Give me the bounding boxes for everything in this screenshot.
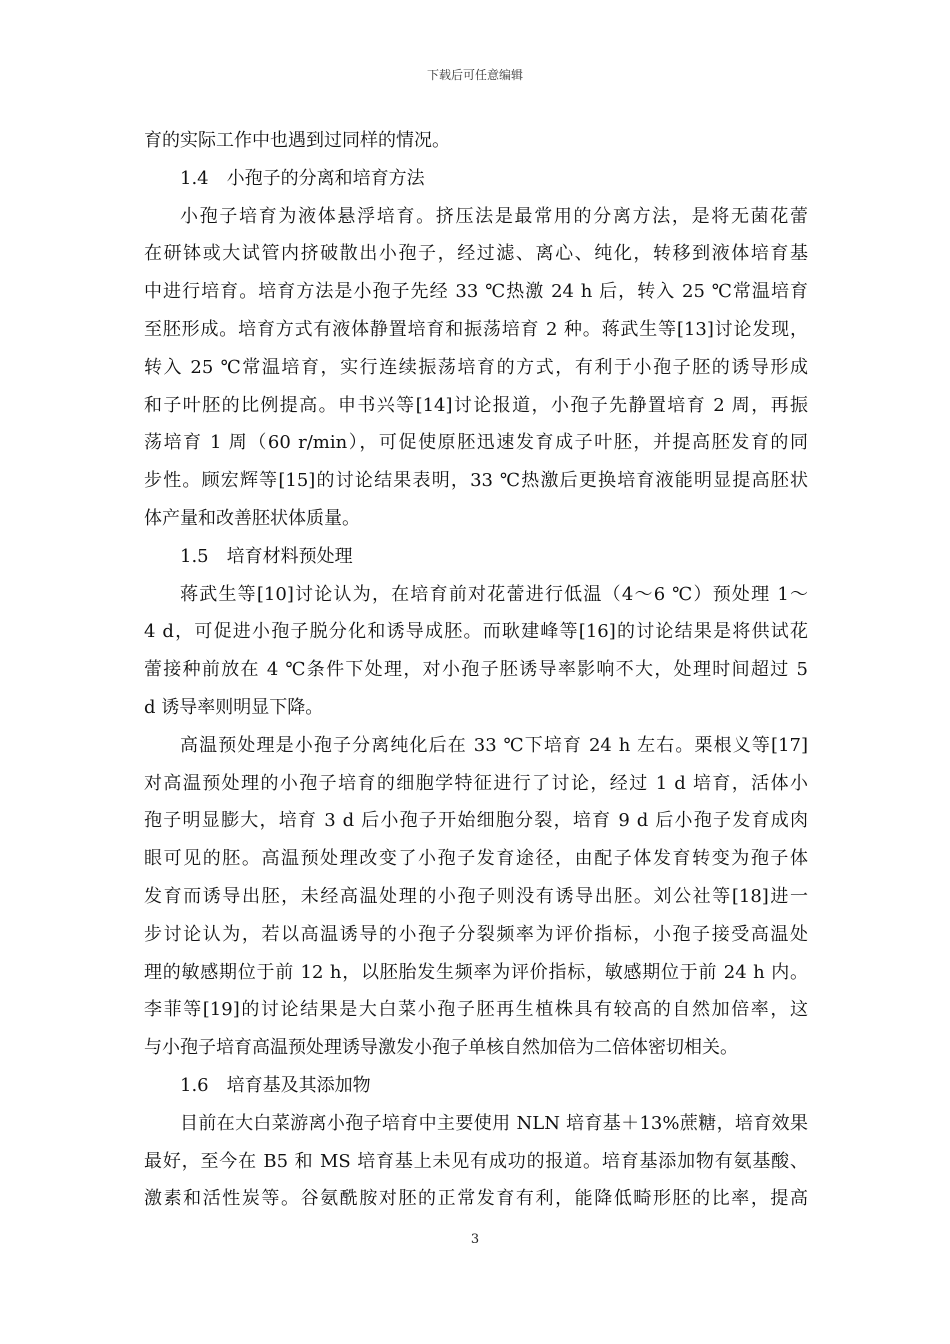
text-line: 荡培育 1 周（60 r/min），可促使原胚迅速发育成子叶胚，并提高胚发育的同 bbox=[144, 432, 808, 454]
text-line: 孢子明显膨大，培育 3 d 后小孢子开始细胞分裂，培育 9 d 后小孢子发育成肉 bbox=[144, 810, 808, 832]
text-line: 目前在大白菜游离小孢子培育中主要使用 NLN 培育基＋13%蔗糖，培育效果 bbox=[180, 1112, 808, 1134]
text-line: 至胚形成。培育方式有液体静置培育和振荡培育 2 种。蒋武生等[13]讨论发现， bbox=[144, 318, 808, 340]
text-line: 与小孢子培育高温预处理诱导激发小孢子单核自然加倍为二倍体密切相关。 bbox=[144, 1037, 738, 1059]
text-line: 最好，至今在 B5 和 MS 培育基上未见有成功的报道。培育基添加物有氨基酸、 bbox=[144, 1150, 808, 1172]
document-body bbox=[144, 122, 808, 1218]
page-number: 3 bbox=[470, 1232, 480, 1247]
text-line: 步讨论认为，若以高温诱导的小孢子分裂频率为评价指标，小孢子接受高温处 bbox=[144, 923, 808, 945]
text-line: 李菲等[19]的讨论结果是大白菜小孢子胚再生植株具有较高的自然加倍率，这 bbox=[144, 999, 808, 1021]
text-line: 蒋武生等[10]讨论认为，在培育前对花蕾进行低温（4～6 ℃）预处理 1～ bbox=[180, 583, 808, 605]
text-line: 转入 25 ℃常温培育，实行连续振荡培育的方式，有利于小孢子胚的诱导形成 bbox=[144, 356, 808, 378]
text-line: 和子叶胚的比例提高。申书兴等[14]讨论报道，小孢子先静置培育 2 周，再振 bbox=[144, 394, 808, 416]
text-line: 步性。顾宏辉等[15]的讨论结果表明，33 ℃热激后更换培育液能明显提高胚状 bbox=[144, 470, 808, 492]
text-line: 高温预处理是小孢子分离纯化后在 33 ℃下培育 24 h 左右。栗根义等[17] bbox=[180, 734, 808, 756]
text-line: 育的实际工作中也遇到过同样的情况。 bbox=[144, 130, 450, 151]
text-line: 1.6 培育基及其添加物 bbox=[180, 1074, 371, 1096]
text-line: 小孢子培育为液体悬浮培育。挤压法是最常用的分离方法，是将无菌花蕾 bbox=[180, 205, 808, 227]
text-line: 体产量和改善胚状体质量。 bbox=[144, 507, 360, 529]
page-header: 下载后可任意编辑 bbox=[426, 68, 523, 82]
text-line: 在研钵或大试管内挤破散出小孢子，经过滤、离心、纯化，转移到液体培育基 bbox=[144, 243, 808, 265]
text-line: 激素和活性炭等。谷氨酰胺对胚的正常发育有利，能降低畸形胚的比率，提高 bbox=[144, 1188, 808, 1210]
text-line: 中进行培育。培育方法是小孢子先经 33 ℃热激 24 h 后，转入 25 ℃常温培育 bbox=[144, 281, 808, 303]
text-line: 理的敏感期位于前 12 h，以胚胎发生频率为评价指标，敏感期位于前 24 h 内。 bbox=[144, 961, 808, 983]
text-line: 眼可见的胚。高温预处理改变了小孢子发育途径，由配子体发育转变为孢子体 bbox=[144, 848, 808, 870]
text-line: 对高温预处理的小孢子培育的细胞学特征进行了讨论，经过 1 d 培育，活体小 bbox=[144, 772, 808, 794]
text-line: d 诱导率则明显下降。 bbox=[144, 696, 324, 718]
text-line: 发育而诱导出胚，未经高温处理的小孢子则没有诱导出胚。刘公社等[18]进一 bbox=[144, 885, 808, 907]
text-line: 1.5 培育材料预处理 bbox=[180, 545, 353, 567]
text-line: 4 d，可促进小孢子脱分化和诱导成胚。而耿建峰等[16]的讨论结果是将供试花 bbox=[144, 621, 808, 643]
text-line: 1.4 小孢子的分离和培育方法 bbox=[180, 167, 425, 189]
text-line: 蕾接种前放在 4 ℃条件下处理，对小孢子胚诱导率影响不大，处理时间超过 5 bbox=[144, 659, 808, 681]
